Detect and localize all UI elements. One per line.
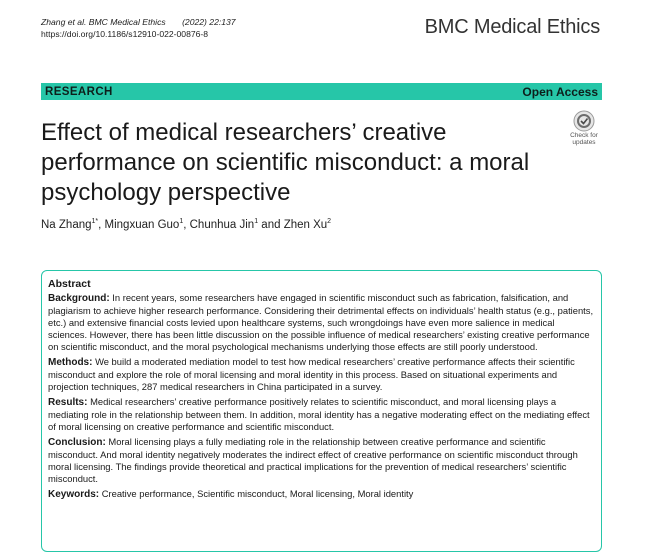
author-name[interactable]: Zhen Xu: [283, 219, 328, 231]
abstract-box: [41, 270, 602, 552]
section-label: Methods:: [48, 357, 93, 368]
abstract-conclusion: [48, 436, 595, 485]
author-affiliation-sup: 2: [327, 218, 332, 225]
article-type-band: [41, 83, 602, 100]
author-separator: ,: [183, 219, 190, 231]
section-text: Moral licensing plays a fully mediating role in the relationship between creative performance and scientific misconduct. And moral identity negatively moderates the indirect effect of creative performance on scientific misconduct through moral licensing. The findings provide theoretical and practical implications for the prevention of medical researchers’ scientific misconduct.: [48, 436, 578, 484]
check-for-updates-icon: [573, 110, 595, 132]
citation-journal: Zhang et al. BMC Medical Ethics: [41, 17, 166, 27]
check-badge-line2: updates: [572, 139, 596, 146]
section-label: Background:: [48, 293, 110, 304]
author-affiliation-sup: 1: [179, 218, 184, 225]
open-access-label: Open Access: [522, 84, 598, 99]
journal-name: BMC Medical Ethics: [424, 16, 600, 38]
section-text: Medical researchers’ creative performance positively relates to scientific misconduct, and moral licensing plays a mediating role in the relationship between them. In addition, moral identity has a negative moderating effect on the mediating effect of moral licensing on creative performance and scientific misconduct.: [48, 396, 590, 432]
author-affiliation-sup: 1: [254, 218, 259, 225]
abstract-background: [48, 292, 595, 353]
section-text: We build a moderated mediation model to test how medical researchers’ creative performance affects their scientific misconduct and explore the role of moral licensing and moral identity in this process. Based on situational experiments and projection techniques, 287 medical researchers in China participated in a survey.: [48, 356, 575, 392]
section-text: Creative performance, Scientific misconduct, Moral licensing, Moral identity: [101, 488, 414, 499]
check-badge-line1: Check for: [570, 132, 598, 139]
author-separator: and: [258, 219, 284, 231]
abstract-results: [48, 396, 595, 433]
article-title: Effect of medical researchers’ creative performance on scientific misconduct: a moral psychology perspective: [41, 119, 530, 206]
author-name[interactable]: Na Zhang: [41, 219, 92, 231]
section-label: Results:: [48, 397, 88, 408]
abstract-methods: [48, 356, 595, 393]
author-affiliation-sup: 1*: [91, 218, 99, 225]
section-label: Keywords:: [48, 489, 100, 500]
author-separator: ,: [98, 219, 105, 231]
abstract-keywords: [48, 488, 595, 501]
doi-link[interactable]: https://doi.org/10.1186/s12910-022-00876-8: [41, 29, 209, 39]
section-label: Conclusion:: [48, 437, 106, 448]
citation-year: (2022) 22:137: [182, 17, 236, 27]
author-list: [41, 218, 331, 231]
author-name[interactable]: Mingxuan Guo: [104, 219, 180, 231]
author-name[interactable]: Chunhua Jin: [189, 219, 255, 231]
article-type-label: RESEARCH: [45, 85, 113, 98]
check-for-updates-badge[interactable]: [566, 110, 602, 146]
citation-block: [41, 16, 236, 40]
abstract-heading: Abstract: [48, 278, 91, 290]
section-text: In recent years, some researchers have engaged in scientific misconduct such as fabrication, falsification, and plagiarism to achieve higher research performance. Considering their detrimental effects on individuals’ health status (e.g., patients, etc.) and extensive financial costs levied upon healthcare systems, such wrongdoings have even more salience in medical sciences. However, there has been little discussion on the possible influence of medical researchers’ existing creative performance on scientific misconduct, and the moral psychological mechanisms underlying those effects are still poorly understood.: [48, 292, 594, 352]
